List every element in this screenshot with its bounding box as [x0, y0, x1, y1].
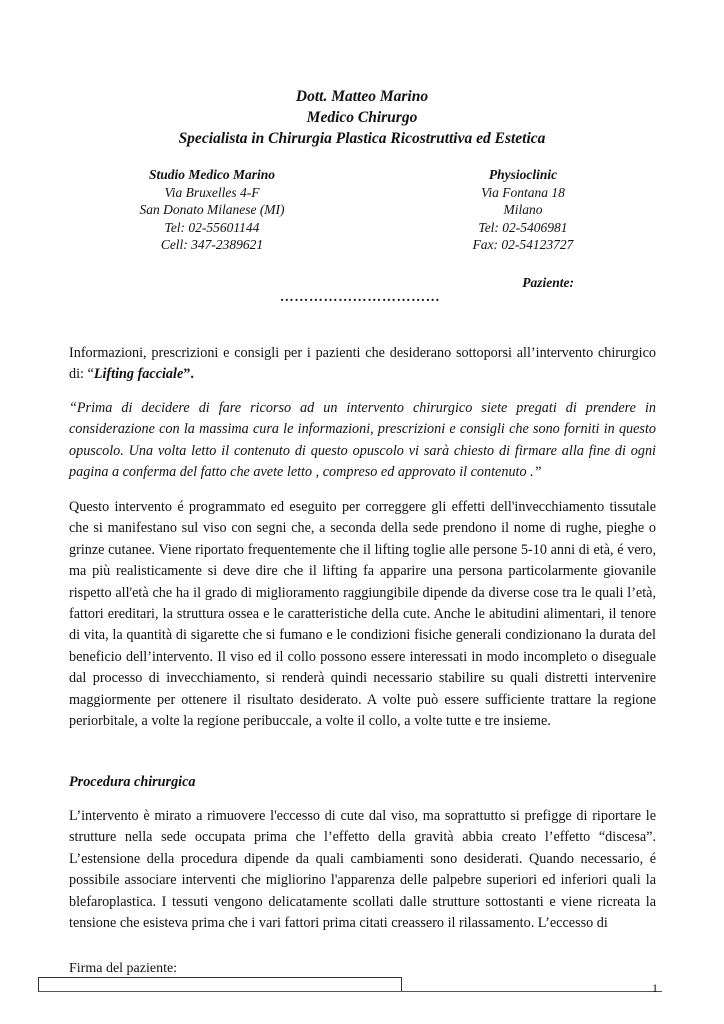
- footer-divider: [38, 991, 662, 992]
- intro-text: Informazioni, prescrizioni e consigli per i pazienti che desiderano sottoporsi all’intervento chirurgico di: “: [69, 345, 656, 383]
- page-number: 1: [652, 981, 658, 995]
- patient-label: Paziente:: [522, 275, 574, 290]
- physioclinic-fax: Fax: 02-54123727: [472, 237, 574, 252]
- studio-address-block: [100, 166, 324, 254]
- signature-line[interactable]: [183, 977, 335, 978]
- intro-paragraph: [69, 343, 656, 386]
- physioclinic-street: Via Fontana 18: [481, 184, 565, 200]
- physioclinic-address-block: [408, 166, 638, 254]
- studio-name: Studio Medico Marino: [148, 167, 276, 182]
- description-paragraph: Questo intervento é programmato ed eseguito per correggere gli effetti dell'invecchiamento tissutale che si manifestano sul viso con segni che, a seconda della sede prendono il nome di rughe, pieghe o grinze cutanee. Viene riportato frequentemente che il lifting toglie alle persone 5-10 anni di età, é vero, ma più realisticamente si deve dire che il lifting fa apparire una persona particolarmente giovanile rispetto all'età che ha il grado di miglioramento raggiungibile dipende da diverse cose tra le quali l’età, fattori ereditari, la struttura ossea e le caratteristiche della cute. Anche le abitudini alimentari, il tenore di vita, la quantità di sigarette che si fumano e le condizioni fisiche generali condizionano la durata del beneficio dell’intervento. Il viso ed il collo possono essere interessati in modo incompleto o diseguale dal processo di invecchiamento, si renderà quindi necessario stabilire su quali distretti intervenire maggiormente per ottenere il risultato desiderato. A volte può essere sufficiente trattare la regione periorbitale, a volte la regione peribuccale, a volte il collo, a volte tutte e tre insieme.: [69, 499, 656, 730]
- procedure-section-paragraph: L’intervento è mirato a rimuovere l'eccesso di cute dal viso, ma soprattutto si prefigge di riportare le strutture nella sede occupata prima che l’effetto della gravità abbia creato l’effetto “discesa”. L’estensione della procedura dipende da quali cambiamenti sono desiderati. Quando necessario, é possibile associare interventi che migliorino l'apparenza delle palpebre superiori ed inferiori quali la blefaroplastica. I tessuti vengono delicatamente scollati dalle strutture sottostanti e viene ricreata la tensione che esisteva prima che i vari fattori prima citati creassero il rilassamento. L’eccesso di: [69, 808, 656, 932]
- studio-tel: Tel: 02-55601144: [164, 219, 260, 235]
- studio-street: Via Bruxelles 4-F: [164, 184, 260, 200]
- procedure-name: Lifting facciale: [93, 366, 184, 383]
- doctor-specialty: Specialista in Chirurgia Plastica Ricostruttiva ed Estetica: [178, 130, 546, 147]
- doctor-header: [0, 86, 724, 149]
- procedure-section-title: Procedura chirurgica: [69, 774, 196, 790]
- doctor-name: Dott. Matteo Marino: [295, 88, 429, 105]
- signature-label: Firma del paziente:: [69, 961, 178, 976]
- footer-frame: [38, 977, 402, 992]
- doctor-role: Medico Chirurgo: [306, 109, 418, 126]
- physioclinic-tel: Tel: 02-5406981: [478, 219, 568, 235]
- studio-cell: Cell: 347-2389621: [160, 237, 264, 252]
- consent-notice-paragraph: “Prima di decidere di fare ricorso ad un intervento chirurgico siete pregati di prendere in considerazione con la massima cura le informazioni, prescrizioni e consigli che sono forniti in questo opuscolo. Una volta letto il contenuto di questo opuscolo vi sarà chiesto di firmare alla fine di ogni pagina a conferma del fatto che avete letto , compreso ed approvato il contenuto .”: [69, 400, 656, 481]
- physioclinic-name: Physioclinic: [488, 167, 558, 182]
- intro-closing: ”.: [183, 366, 194, 383]
- physioclinic-city: Milano: [503, 202, 543, 217]
- studio-city: San Donato Milanese (MI): [139, 202, 285, 217]
- patient-name-placeholder: ……………………………: [279, 290, 441, 305]
